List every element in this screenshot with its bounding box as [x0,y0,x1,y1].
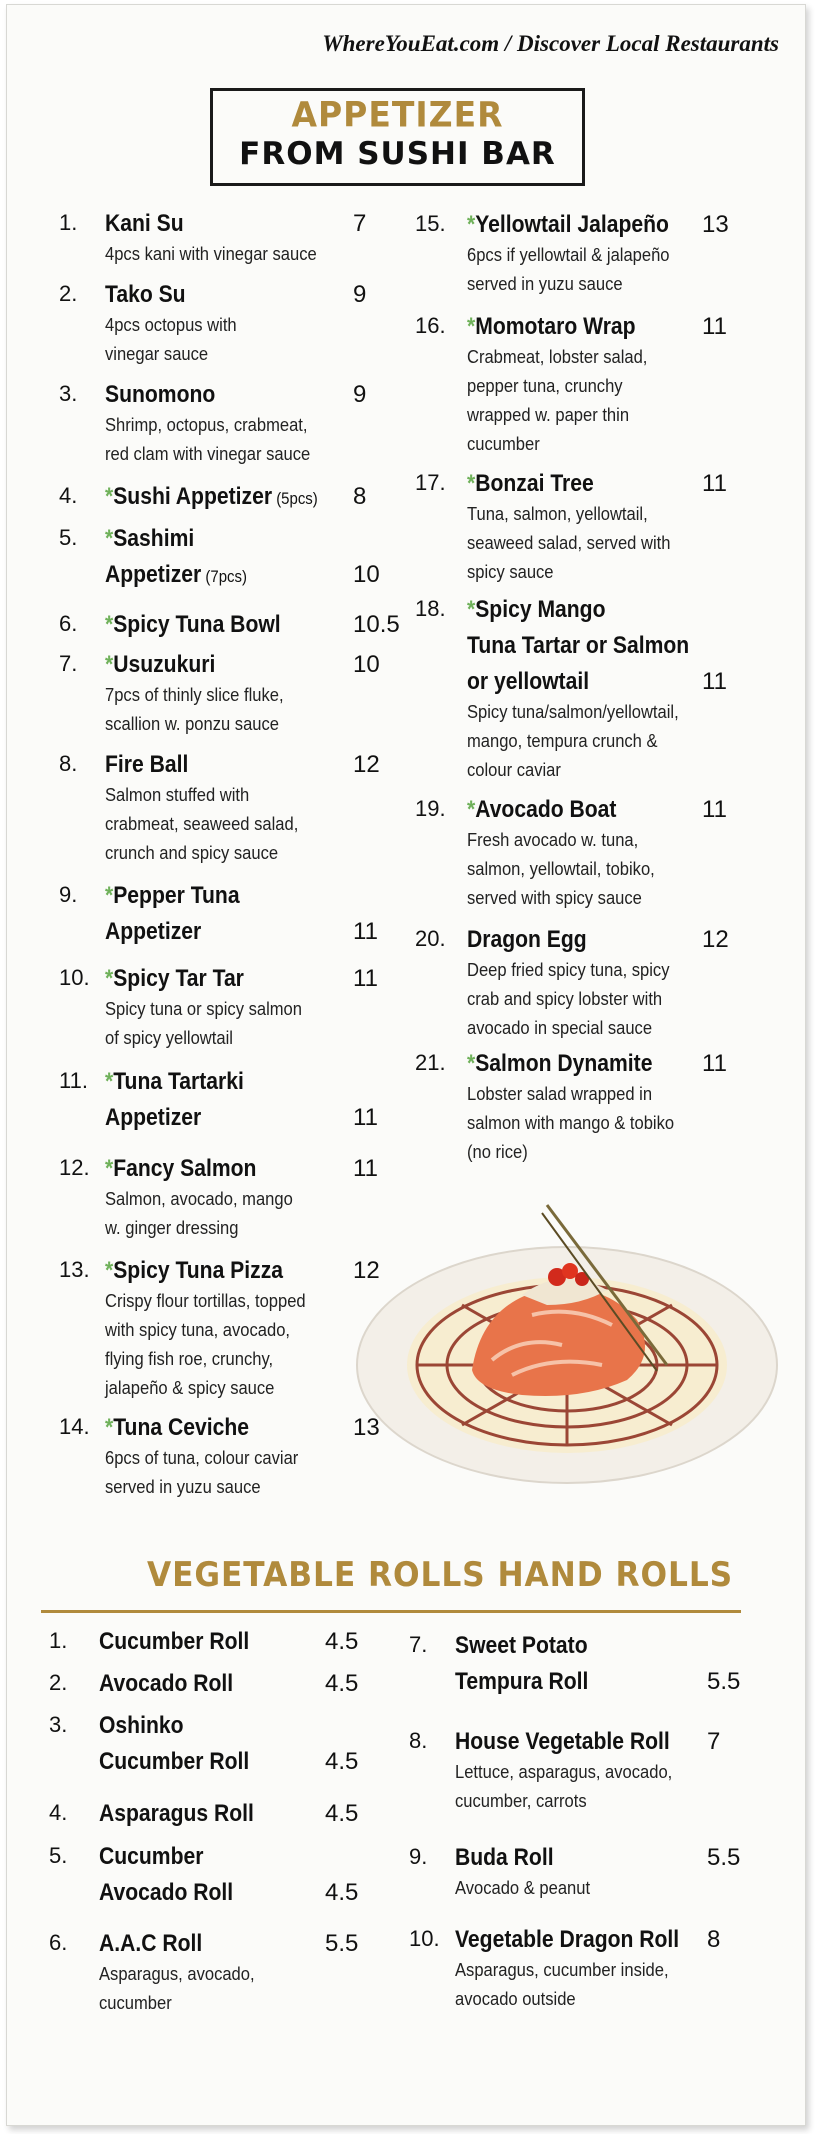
item-name [467,596,605,624]
item-description: Avocado & peanut [455,1878,591,1898]
item-name-text: Tuna Tartarki [113,1068,244,1095]
item-description: flying fish roe, crunchy, [105,1349,274,1369]
item-name-cont: Appetizer (7pcs) [105,561,247,588]
item-name-text: Sushi Appetizer [113,483,273,510]
star-marker: * [105,483,114,510]
item-price: 4.5 [325,1628,359,1655]
item-number: 9. [59,882,78,907]
item-number: 16. [415,313,446,338]
item-description: scallion w. ponzu sauce [105,714,279,734]
star-marker: * [105,1257,114,1284]
item-number: 8. [409,1728,428,1753]
item-price: 11 [702,796,727,823]
item-name [105,1155,256,1183]
item-description: served with spicy sauce [467,888,642,908]
item-description: avocado in special sauce [467,1018,653,1038]
item-name-text: Spicy Tuna Pizza [113,1257,284,1284]
item-price: 12 [353,751,380,778]
star-marker: * [467,1050,476,1077]
item-description: mango, tempura crunch & [467,731,658,751]
item-number: 18. [415,596,446,621]
item-name [105,1414,249,1442]
item-name [105,882,240,910]
item-description: avocado outside [455,1989,576,2009]
item-description: Lettuce, asparagus, avocado, [455,1762,673,1782]
item-description: seaweed salad, served with [467,533,671,553]
item-number: 2. [59,281,78,306]
item-description: crunch and spicy sauce [105,843,279,863]
item-number: 17. [415,470,446,495]
item-name [455,1632,588,1660]
item-description: with spicy tuna, avocado, [105,1320,291,1340]
star-marker: * [467,470,476,497]
item-price: 11 [702,1050,727,1077]
item-name-text: Spicy Tuna Bowl [113,611,281,638]
item-price: 13 [702,211,729,238]
item-description: Spicy tuna or spicy salmon [105,999,302,1019]
item-name-text: Avocado Roll [99,1670,234,1697]
item-description: 6pcs of tuna, colour caviar [105,1448,299,1468]
star-marker: * [105,525,114,552]
item-number: 13. [59,1257,90,1282]
item-price: 4.5 [325,1879,359,1906]
item-name [99,1930,202,1958]
item-name [105,281,186,309]
item-number: 9. [409,1844,428,1869]
item-name [105,751,188,779]
item-description: cucumber [99,1993,172,2013]
item-price: 10.5 [353,611,400,638]
item-name-text: Asparagus Roll [99,1800,254,1827]
item-name [99,1843,203,1871]
item-description: Salmon stuffed with [105,785,250,805]
item-description: (no rice) [467,1142,528,1162]
item-description: salmon with mango & tobiko [467,1113,675,1133]
item-name [467,926,587,954]
item-name [105,525,194,553]
item-number: 11. [59,1068,88,1093]
item-number: 10. [409,1926,440,1951]
star-marker: * [105,1068,114,1095]
item-price: 11 [353,965,378,992]
item-name-cont: Appetizer [105,918,202,945]
item-name-text: Sweet Potato [455,1632,588,1659]
item-description: Salmon, avocado, mango [105,1189,293,1209]
item-price: 9 [353,281,367,308]
item-number: 7. [59,651,78,676]
item-name-text: Yellowtail Jalapeño [475,211,669,238]
item-price: 12 [353,1257,380,1284]
item-description: jalapeño & spicy sauce [105,1378,275,1398]
item-price: 4.5 [325,1748,359,1775]
star-marker: * [467,596,476,623]
item-price: 11 [353,1155,378,1182]
star-marker: * [467,211,476,238]
item-name-text: Spicy Tar Tar [113,965,244,992]
star-marker: * [105,651,114,678]
item-name [467,313,636,341]
item-name-text: Cucumber Roll [99,1628,250,1655]
star-marker: * [105,1155,114,1182]
item-name-text: Fancy Salmon [113,1155,257,1182]
item-description: pepper tuna, crunchy [467,376,623,396]
item-description: 6pcs if yellowtail & jalapeño [467,245,670,265]
item-number: 6. [59,611,78,636]
item-number: 7. [409,1632,428,1657]
item-name-text: Momotaro Wrap [475,313,636,340]
item-name-text: Salmon Dynamite [475,1050,653,1077]
item-description: Spicy tuna/salmon/yellowtail, [467,702,679,722]
item-name [99,1628,249,1656]
item-name [105,483,318,511]
item-number: 1. [59,210,78,235]
star-marker: * [105,965,114,992]
item-number: 21. [415,1050,446,1075]
item-description: wrapped w. paper thin [467,405,630,425]
item-price: 8 [353,483,367,510]
item-description: colour caviar [467,760,561,780]
item-number: 3. [49,1712,68,1737]
item-name-text: Sunomono [105,381,216,408]
item-name [467,470,594,498]
item-name-text: Tako Su [105,281,186,308]
item-name [467,796,616,824]
item-description: of spicy yellowtail [105,1028,233,1048]
header-line2: FROM SUSHI BAR [239,136,556,172]
item-description: served in yuzu sauce [467,274,623,294]
item-description: 7pcs of thinly slice fluke, [105,685,284,705]
star-marker: * [105,611,114,638]
item-price: 10 [353,651,380,678]
item-number: 4. [59,483,78,508]
item-number: 5. [59,525,78,550]
item-number: 6. [49,1930,68,1955]
item-name-text: Avocado Boat [475,796,617,823]
item-pieces: (5pcs) [272,489,318,508]
item-description: crabmeat, seaweed salad, [105,814,299,834]
item-name-text: Spicy Mango [475,596,606,623]
menu-page [6,4,806,2126]
item-price: 9 [353,381,367,408]
item-number: 15. [415,211,446,236]
item-name [105,651,215,679]
item-name [99,1712,183,1740]
item-number: 8. [59,751,78,776]
item-number: 3. [59,381,78,406]
item-description: salmon, yellowtail, tobiko, [467,859,655,879]
item-description: Deep fried spicy tuna, spicy [467,960,670,980]
watermark: WhereYouEat.com / Discover Local Restaurants [322,31,779,56]
star-marker: * [467,313,476,340]
item-description: red clam with vinegar sauce [105,444,311,464]
item-number: 14. [59,1414,90,1439]
item-name-cont: Avocado Roll [99,1879,234,1906]
item-price: 4.5 [325,1670,359,1697]
item-price: 5.5 [325,1930,359,1957]
item-description: Shrimp, octopus, crabmeat, [105,415,308,435]
item-name-text: A.A.C Roll [99,1930,203,1957]
item-number: 20. [415,926,446,951]
item-description: Asparagus, cucumber inside, [455,1960,669,1980]
item-name [105,210,184,238]
item-name [99,1800,254,1828]
item-name [99,1670,233,1698]
item-name-text: Cucumber [99,1843,204,1870]
item-price: 4.5 [325,1800,359,1827]
item-name [455,1728,670,1756]
item-price: 12 [702,926,729,953]
item-name [105,381,215,409]
item-description: Lobster salad wrapped in [467,1084,653,1104]
item-description: cucumber [467,434,540,454]
item-price: 11 [353,1104,378,1131]
item-description: Crabmeat, lobster salad, [467,347,648,367]
item-price: 11 [702,313,727,340]
item-name [105,611,281,639]
item-price: 8 [707,1926,721,1953]
item-name-text: Fire Ball [105,751,189,778]
item-name [467,1050,652,1078]
item-name-text: Tuna Ceviche [113,1414,249,1441]
item-name-text: Pepper Tuna [113,882,240,909]
item-description: served in yuzu sauce [105,1477,261,1497]
item-name-cont: Appetizer [105,1104,202,1131]
item-description: Asparagus, avocado, [99,1964,255,1984]
star-marker: * [105,882,114,909]
item-description: spicy sauce [467,562,554,582]
salmon-dish-photo [352,1195,782,1495]
item-name-text: Buda Roll [455,1844,554,1871]
veg-section-title: VEGETABLE ROLLS HAND ROLLS [147,1555,734,1595]
item-description: 4pcs octopus with [105,315,237,335]
item-description: w. ginger dressing [105,1218,239,1238]
item-name-text: House Vegetable Roll [455,1728,670,1755]
item-pieces: (7pcs) [201,567,247,586]
item-price: 10 [353,561,380,588]
item-description: crab and spicy lobster with [467,989,663,1009]
item-price: 11 [702,668,727,695]
item-name-text: Usuzukuri [113,651,216,678]
item-price: 11 [353,918,378,945]
item-name-cont: Tempura Roll [455,1668,589,1695]
item-number: 1. [49,1628,68,1653]
star-marker: * [467,796,476,823]
star-marker: * [105,1414,114,1441]
item-number: 4. [49,1800,68,1825]
item-name [105,1068,244,1096]
item-name-text: Vegetable Dragon Roll [455,1926,680,1953]
item-description: Tuna, salmon, yellowtail, [467,504,648,524]
item-price: 7 [353,210,367,237]
divider [41,1610,741,1613]
item-name [455,1844,554,1872]
item-price: 5.5 [707,1844,741,1871]
item-name-text: Oshinko [99,1712,184,1739]
item-price: 7 [707,1728,721,1755]
item-price: 13 [353,1414,380,1441]
item-price: 11 [702,470,727,497]
item-description: cucumber, carrots [455,1791,587,1811]
item-number: 5. [49,1843,68,1868]
item-name-text: Bonzai Tree [475,470,594,497]
item-name-cont: or yellowtail [467,668,590,695]
item-name [105,965,244,993]
item-description: Crispy flour tortillas, topped [105,1291,306,1311]
item-number: 2. [49,1670,68,1695]
item-price: 5.5 [707,1668,741,1695]
item-name-cont: Tuna Tartar or Salmon [467,632,690,659]
item-number: 19. [415,796,446,821]
item-name [105,1257,283,1285]
item-description: vinegar sauce [105,344,209,364]
item-name [455,1926,679,1954]
item-name-text: Sashimi [113,525,195,552]
item-name-text: Dragon Egg [467,926,587,953]
item-name-cont: Cucumber Roll [99,1748,250,1775]
item-number: 10. [59,965,90,990]
item-description: 4pcs kani with vinegar sauce [105,244,317,264]
item-description: Fresh avocado w. tuna, [467,830,639,850]
section-header [210,88,585,186]
item-name-text: Kani Su [105,210,184,237]
header-line1: APPETIZER [291,94,504,135]
item-name [467,211,669,239]
item-number: 12. [59,1155,90,1180]
